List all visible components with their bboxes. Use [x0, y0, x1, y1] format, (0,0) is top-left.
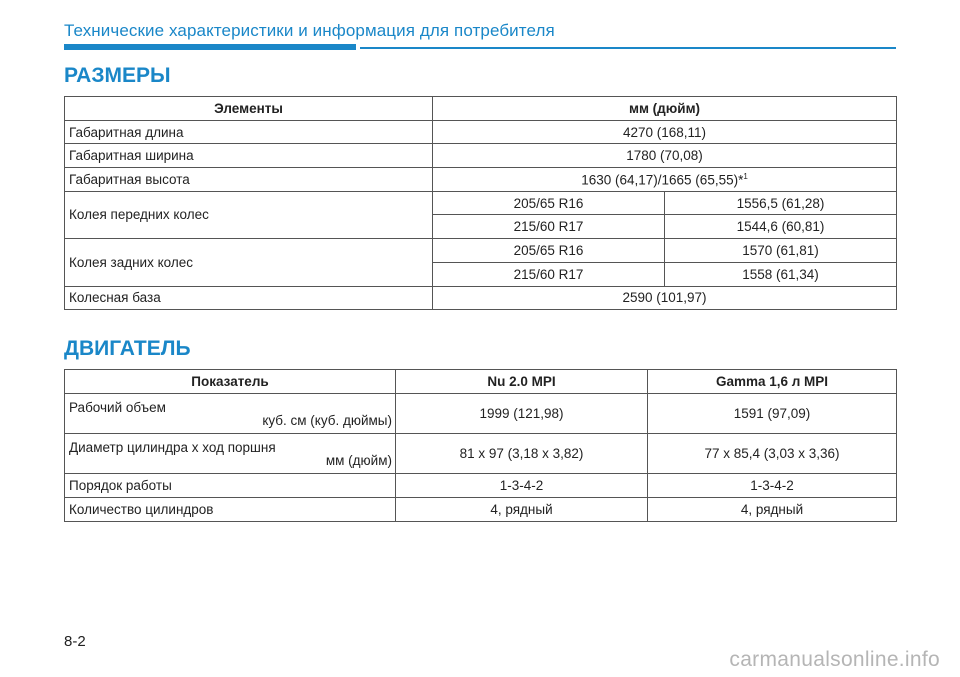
dimensions-section-title: РАЗМЕРЫ: [64, 64, 171, 87]
table-row: [65, 168, 897, 192]
table-row: [65, 434, 897, 474]
tire-size: 215/60 R17: [433, 215, 665, 239]
header-cell-nu: Nu 2.0 MPI: [396, 370, 648, 394]
table-header-row: [65, 370, 897, 394]
header-cell-parameter: Показатель: [65, 370, 396, 394]
header-cell-gamma: Gamma 1,6 л MPI: [648, 370, 897, 394]
row-label: Габаритная длина: [65, 120, 433, 144]
row-label: Колея задних колес: [65, 239, 433, 286]
watermark: carmanualsonline.info: [729, 648, 940, 671]
page-number: 8-2: [64, 633, 86, 650]
row-value-gamma: 1591 (97,09): [648, 394, 897, 434]
header-divider-thick: [64, 44, 356, 50]
row-value-gamma: 77 x 85,4 (3,03 x 3,36): [648, 434, 897, 474]
table-row: [65, 120, 897, 144]
table-row: [65, 498, 897, 522]
table-header-row: [65, 97, 897, 121]
row-label: Габаритная высота: [65, 168, 433, 192]
row-label: Порядок работы: [65, 474, 396, 498]
table-row: [65, 191, 897, 215]
table-row: [65, 474, 897, 498]
row-label: [65, 394, 396, 434]
row-unit-text: куб. см (куб. дюймы): [262, 413, 392, 428]
table-row: [65, 144, 897, 168]
engine-section-title: ДВИГАТЕЛЬ: [64, 337, 191, 360]
row-label: Колесная база: [65, 286, 433, 310]
height-value-text: 1630 (64,17)/1665 (65,55)*: [581, 172, 744, 188]
row-label: [65, 434, 396, 474]
row-label: Колея передних колес: [65, 191, 433, 238]
dimensions-table: [64, 96, 897, 310]
header-cell-mm: мм (дюйм): [433, 97, 897, 121]
row-value-nu: 1-3-4-2: [396, 474, 648, 498]
row-value-nu: 1999 (121,98): [396, 394, 648, 434]
row-value-gamma: 4, рядный: [648, 498, 897, 522]
table-row: [65, 394, 897, 434]
row-label-text: Диаметр цилиндра х ход поршня: [69, 440, 276, 455]
row-value: 2590 (101,97): [433, 286, 897, 310]
row-label-text: Рабочий объем: [69, 400, 166, 415]
tire-size: 205/65 R16: [433, 191, 665, 215]
header-cell-items: Элементы: [65, 97, 433, 121]
header-divider-thin: [360, 47, 896, 49]
tire-size: 205/65 R16: [433, 239, 665, 263]
row-value-gamma: 1-3-4-2: [648, 474, 897, 498]
engine-table: [64, 369, 897, 522]
row-value: 1556,5 (61,28): [665, 191, 897, 215]
footnote-marker: 1: [743, 171, 748, 181]
row-value: 1780 (70,08): [433, 144, 897, 168]
table-row: [65, 286, 897, 310]
chapter-title: Технические характеристики и информация для потребителя: [64, 21, 555, 40]
row-value-nu: 4, рядный: [396, 498, 648, 522]
row-label: Количество цилиндров: [65, 498, 396, 522]
row-label: Габаритная ширина: [65, 144, 433, 168]
table-row: [65, 239, 897, 263]
row-value: 1544,6 (60,81): [665, 215, 897, 239]
row-unit-text: мм (дюйм): [325, 453, 392, 468]
row-value-nu: 81 x 97 (3,18 x 3,82): [396, 434, 648, 474]
row-value: 1558 (61,34): [665, 262, 897, 286]
tire-size: 215/60 R17: [433, 262, 665, 286]
row-value: 4270 (168,11): [433, 120, 897, 144]
row-value: 1570 (61,81): [665, 239, 897, 263]
row-value: [433, 168, 897, 192]
